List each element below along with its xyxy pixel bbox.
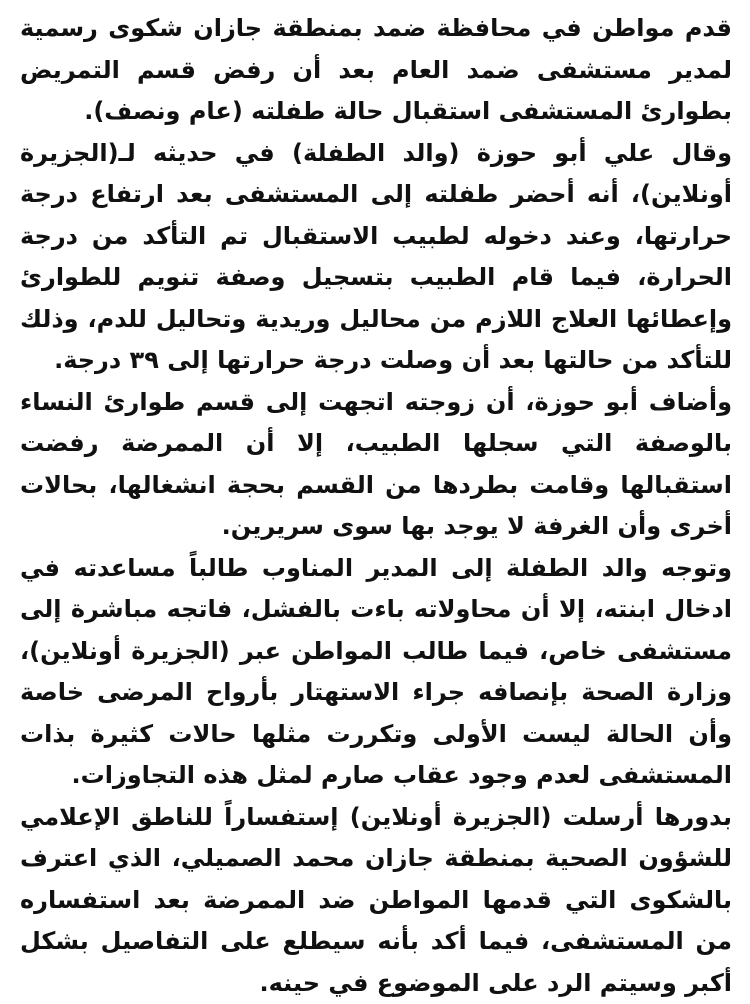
article-paragraph-complaint: قدم مواطن في محافظة ضمد بمنطقة جازان شكوى رسمية لمدير مستشفى ضمد العام بعد أن رفض قسم التمريض بطوارئ المستشفى استقبال حالة طفلته (عام ونصف). [20, 8, 732, 133]
article-paragraph-manager-appeal: وتوجه والد الطفلة إلى المدير المناوب طالباً مساعدته في ادخال ابنته، إلا أن محاولاته باءت بالفشل، فاتجه مباشرة إلى مستشفى خاص، فيما طالب المواطن عبر (الجزيرة أونلاين)، وزارة الصحة بإنصافه جراء الاستهتار بأرواح المرضى خاصة وأن الحالة ليست الأولى وتكررت مثلها حالات كثيرة بذات المستشفى لعدم وجود عقاب صارم لمثل هذه التجاوزات. [20, 548, 732, 797]
article-paragraph-spokesman-response: بدورها أرسلت (الجزيرة أونلاين) إستفساراً للناطق الإعلامي للشؤون الصحية بمنطقة جازان محمد الصميلي، الذي اعترف بالشكوى التي قدمها المواطن ضد الممرضة بعد استفساره من المستشفى، فيما أكد بأنه سيطلع على التفاصيل بشكل أكبر وسيتم الرد على الموضوع في حينه. [20, 797, 732, 1004]
article-paragraph-nurse-refusal: وأضاف أبو حوزة، أن زوجته اتجهت إلى قسم طوارئ النساء بالوصفة التي سجلها الطبيب، إلا أن الممرضة رفضت استقبالها وقامت بطردها من القسم بحجة انشغالها، بحالات أخرى وأن الغرفة لا يوجد بها سوى سريرين. [20, 382, 732, 548]
article-paragraph-father-statement: وقال علي أبو حوزة (والد الطفلة) في حديثه لـ(الجزيرة أونلاين)، أنه أحضر طفلته إلى المستشفى بعد ارتفاع درجة حرارتها، وعند دخوله لطبيب الاستقبال تم التأكد من درجة الحرارة، فيما قام الطبيب بتسجيل وصفة تنويم للطوارئ وإعطائها العلاج اللازم من محاليل وريدية وتحاليل للدم، وذلك للتأكد من حالتها بعد أن وصلت درجة حرارتها إلى ٣٩ درجة. [20, 133, 732, 382]
